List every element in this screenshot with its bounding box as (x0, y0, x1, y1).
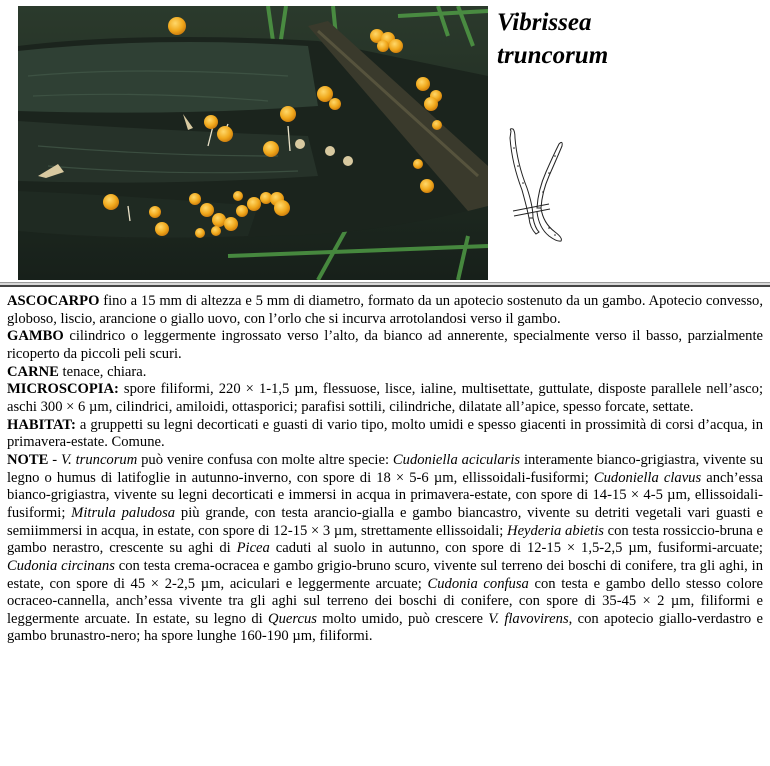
label-ascocarpo: ASCOCARPO (7, 293, 100, 309)
species-name: Cudoniella clavus (593, 469, 702, 486)
text-gambo: cilindrico o leggermente ingrossato verso l’alto, da bianco ad annerente, specialmente verso il basso, parzialmente ricoperto da piccoli peli scuri. (7, 328, 763, 362)
label-carne: CARNE (7, 363, 59, 380)
text-habitat: a gruppetti su legni decorticati e guasti di vario tipo, molto umidi e spesso giacenti in prossimità di corsi d’acqua, in primavera-estate. Comune. (7, 416, 763, 451)
text-carne: tenace, chiara. (58, 363, 147, 380)
photo-image (18, 6, 488, 280)
note-text: con testa crema-ocracea e gambo grigio-bruno scuro, vivente sul terreno dei boschi di conifere, tra gli aghi, in estate, con spore di 45 × 2-2,5 µm, aciculari e leggermente arcuate; (7, 557, 763, 592)
section-carne (7, 364, 763, 382)
title-epithet: truncorum (497, 42, 609, 69)
species-name: Mitrula paludosa (71, 504, 176, 521)
species-name: Heyderia abietis (507, 522, 604, 539)
section-ascocarpo (7, 293, 763, 328)
text-ascocarpo: fino a 15 mm di altezza e 5 mm di diametro, formato da un apotecio sostenuto da un gambo. Apotecio convesso, globoso, liscio, arancione o giallo uovo, con l’orlo che si incurva arrotolandosi verso il gambo. (7, 293, 763, 327)
note-text: - (48, 451, 62, 468)
section-note (7, 452, 763, 646)
title-genus: Vibrissea (497, 9, 592, 36)
species-name: Cudonia circinans (7, 557, 115, 574)
species-name: Cudoniella acicularis (392, 451, 521, 468)
description-body (7, 293, 763, 646)
note-text: caduti al suolo in autunno, con spore di 12-15 × 1,5-2,5 µm, fusiformi-arcuate; (269, 540, 763, 557)
label-gambo: GAMBO (7, 328, 64, 345)
note-text: anch’essa bianco-grigiastra, vivente su legni decorticati e immersi in acqua in primavera-estate, con spore di 14-15 × 4-5 µm, ellissoidali-fusiformi; (7, 469, 763, 521)
section-habitat (7, 417, 763, 452)
species-name: V. flavovirens (488, 610, 569, 627)
text-microscopia: spore filiformi, 220 × 1-1,5 µm, flessuose, lisce, ialine, multisettate, guttulate, disposte parallele nell’asco; aschi 300 × 6 µm, cilindrici, amiloidi, ottasporici; parafisi sottili, cilindriche, dilatate all’apice, spesso forcate, settate. (7, 381, 763, 415)
label-microscopia: MICROSCOPIA: (7, 381, 119, 398)
note-text: molto umido, può crescere (316, 610, 489, 627)
section-gambo (7, 328, 763, 363)
species-name: Cudonia confusa (427, 575, 529, 592)
note-text: con testa rossiccio-bruna e gambo nerastro, crescente su aghi di (7, 522, 763, 557)
label-note: NOTE (7, 451, 49, 468)
mushroom-photo (18, 6, 488, 280)
note-text: più grande, con testa arancio-gialla e gambo biancastro, vivente su detriti vegetali vari guasti e semiimmersi in acqua, in estate, con spore di 12-15 × 3 µm, strettamente ellissoidali; (7, 504, 763, 539)
species-name: Picea (236, 540, 270, 557)
horizontal-divider (0, 282, 770, 287)
label-habitat: HABITAT: (7, 416, 76, 433)
note-text: può venire confusa con molte altre specie: (137, 451, 393, 468)
note-text: con testa e gambo dello stesso colore ocraceo-cannella, anch’essa vivente tra gli aghi sul terreno dei boschi di conifere, con spore di 35-45 × 2 µm, filiformi e leggermente arcuate. In estate, su legno di (7, 575, 764, 627)
species-title (497, 6, 608, 72)
species-name: Quercus (268, 610, 317, 627)
note-text: interamente bianco-grigiastra, vivente su legno o humus di latifoglie in autunno-inverno, con spore di 18 × 5-6 µm, ellissoidali-fusiformi; (7, 451, 763, 486)
species-name: V. truncorum (61, 451, 138, 468)
section-microscopia (7, 381, 763, 416)
ascus-drawing (505, 128, 585, 246)
note-text: , con apotecio giallo-verdastro e gambo brunastro-nero; ha spore lunghe 160-190 µm, filiformi. (7, 610, 763, 645)
